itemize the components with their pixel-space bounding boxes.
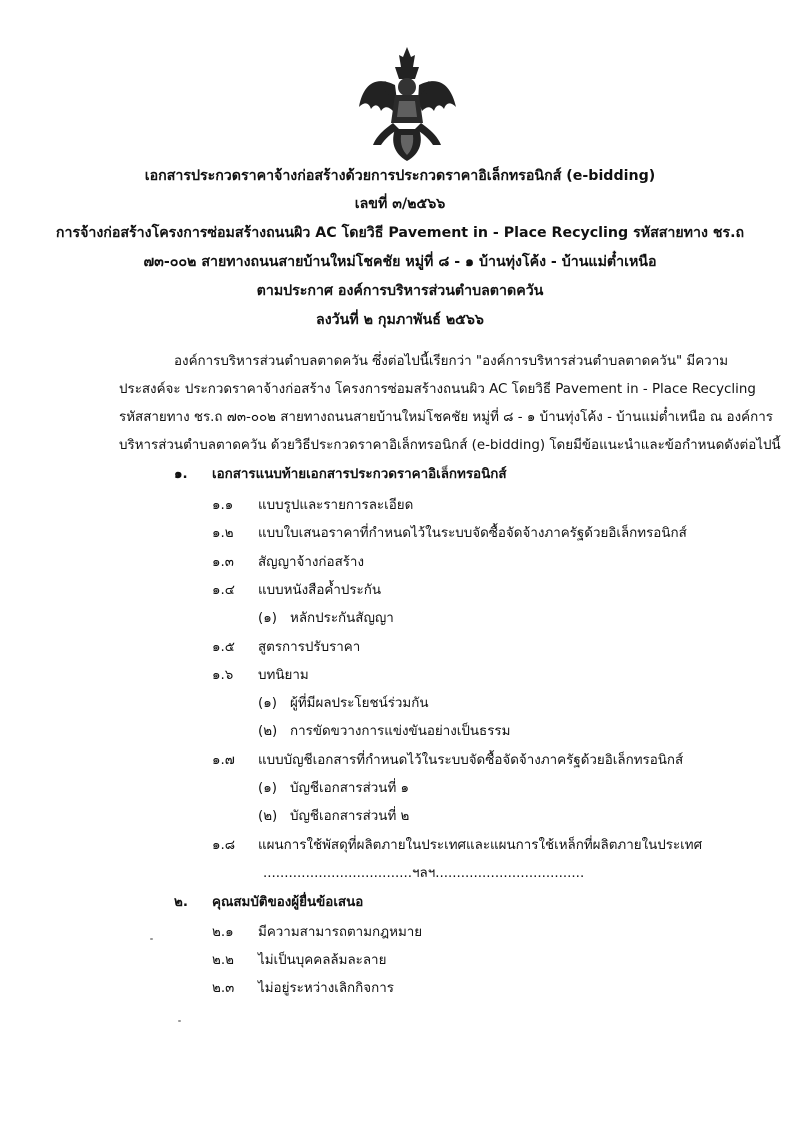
subitem-number: (๑) bbox=[258, 611, 277, 626]
scan-speck bbox=[178, 1020, 181, 1022]
item-number: ๒.๓ bbox=[212, 981, 235, 996]
subitem-text: การขัดขวางการแข่งขันอย่างเป็นธรรม bbox=[290, 724, 511, 739]
intro-line-4: บริหารส่วนตำบลตาดควัน ด้วยวิธีประกวดราคาอิเล็กทรอนิกส์ (e-bidding) โดยมีข้อแนะนำและข้อกำหนดดังต่อไปนี้ bbox=[119, 438, 781, 453]
item-text: ไม่อยู่ระหว่างเลิกกิจการ bbox=[258, 981, 394, 996]
item-text: บทนิยาม bbox=[258, 668, 309, 683]
subitem-number: (๒) bbox=[258, 724, 278, 739]
item-number: ๒.๑ bbox=[212, 925, 234, 940]
project-title-line2: ๗๓-๐๐๒ สายทางถนนสายบ้านใหม่โชคชัย หมู่ที่ ๘ - ๑ บ้านทุ่งโค้ง - บ้านแม่ต๋ำเหนือ bbox=[143, 254, 657, 270]
subitem-number: (๑) bbox=[258, 696, 277, 711]
item-text: แบบบัญชีเอกสารที่กำหนดไว้ในระบบจัดซื้อจัดจ้างภาครัฐด้วยอิเล็กทรอนิกส์ bbox=[258, 753, 684, 768]
item-text: ไม่เป็นบุคคลล้มละลาย bbox=[258, 953, 387, 968]
subitem-text: หลักประกันสัญญา bbox=[290, 611, 394, 626]
project-title-line1: การจ้างก่อสร้างโครงการซ่อมสร้างถนนผิว AC โดยวิธี Pavement in - Place Recycling รหัสสายทาง ชร.ถ bbox=[55, 225, 745, 241]
scan-speck bbox=[150, 938, 153, 940]
item-number: ๑.๘ bbox=[212, 838, 236, 853]
item-text: แผนการใช้พัสดุที่ผลิตภายในประเทศและแผนการใช้เหล็กที่ผลิตภายในประเทศ bbox=[258, 838, 703, 853]
intro-line-2: ประสงค์จะ ประกวดราคาจ้างก่อสร้าง โครงการซ่อมสร้างถนนผิว AC โดยวิธี Pavement in - Place Recycling bbox=[119, 382, 756, 397]
announcement-date: ลงวันที่ ๒ กุมภาพันธ์ ๒๕๖๖ bbox=[316, 312, 484, 328]
item-text: แบบหนังสือค้ำประกัน bbox=[258, 583, 381, 598]
document-number: เลขที่ ๓/๒๕๖๖ bbox=[354, 196, 446, 212]
item-text: สูตรการปรับราคา bbox=[258, 640, 361, 655]
item-number: ๑.๔ bbox=[212, 583, 235, 598]
subitem-text: บัญชีเอกสารส่วนที่ ๑ bbox=[290, 781, 410, 796]
intro-line-1: องค์การบริหารส่วนตำบลตาดควัน ซึ่งต่อไปนี้เรียกว่า "องค์การบริหารส่วนตำบลตาดควัน" มีความ bbox=[174, 354, 729, 369]
subitem-text: บัญชีเอกสารส่วนที่ ๒ bbox=[290, 809, 410, 824]
section-1-number: ๑. bbox=[174, 467, 188, 482]
subitem-text: ผู้ที่มีผลประโยชน์ร่วมกัน bbox=[290, 696, 429, 711]
document-title: เอกสารประกวดราคาจ้างก่อสร้างด้วยการประกวดราคาอิเล็กทรอนิกส์ (e-bidding) bbox=[144, 168, 656, 184]
item-number: ๑.๒ bbox=[212, 526, 234, 541]
item-text: สัญญาจ้างก่อสร้าง bbox=[258, 555, 364, 570]
item-number: ๑.๗ bbox=[212, 753, 235, 768]
item-number: ๑.๑ bbox=[212, 498, 234, 513]
section-2-number: ๒. bbox=[174, 895, 188, 910]
section-2-title: คุณสมบัติของผู้ยื่นข้อเสนอ bbox=[212, 895, 364, 910]
item-number: ๑.๕ bbox=[212, 640, 235, 655]
etc-line: ...................................ฯลฯ................................... bbox=[263, 866, 585, 881]
subitem-number: (๒) bbox=[258, 809, 278, 824]
announcement-ref: ตามประกาศ องค์การบริหารส่วนตำบลตาดควัน bbox=[256, 283, 544, 299]
item-number: ๑.๓ bbox=[212, 555, 234, 570]
subitem-number: (๑) bbox=[258, 781, 277, 796]
intro-line-3: รหัสสายทาง ชร.ถ ๗๓-๐๐๒ สายทางถนนสายบ้านใหม่โชคชัย หมู่ที่ ๘ - ๑ บ้านทุ่งโค้ง - บ้านแม่ต๋ำเหนือ ณ องค์การ bbox=[119, 410, 773, 425]
item-text: มีความสามารถตามกฎหมาย bbox=[258, 925, 423, 940]
item-number: ๒.๒ bbox=[212, 953, 234, 968]
section-1-title: เอกสารแนบท้ายเอกสารประกวดราคาอิเล็กทรอนิกส์ bbox=[212, 467, 507, 482]
garuda-emblem-icon bbox=[355, 45, 460, 163]
item-number: ๑.๖ bbox=[212, 668, 234, 683]
item-text: แบบรูปและรายการละเอียด bbox=[258, 498, 414, 513]
item-text: แบบใบเสนอราคาที่กำหนดไว้ในระบบจัดซื้อจัดจ้างภาครัฐด้วยอิเล็กทรอนิกส์ bbox=[258, 526, 687, 541]
